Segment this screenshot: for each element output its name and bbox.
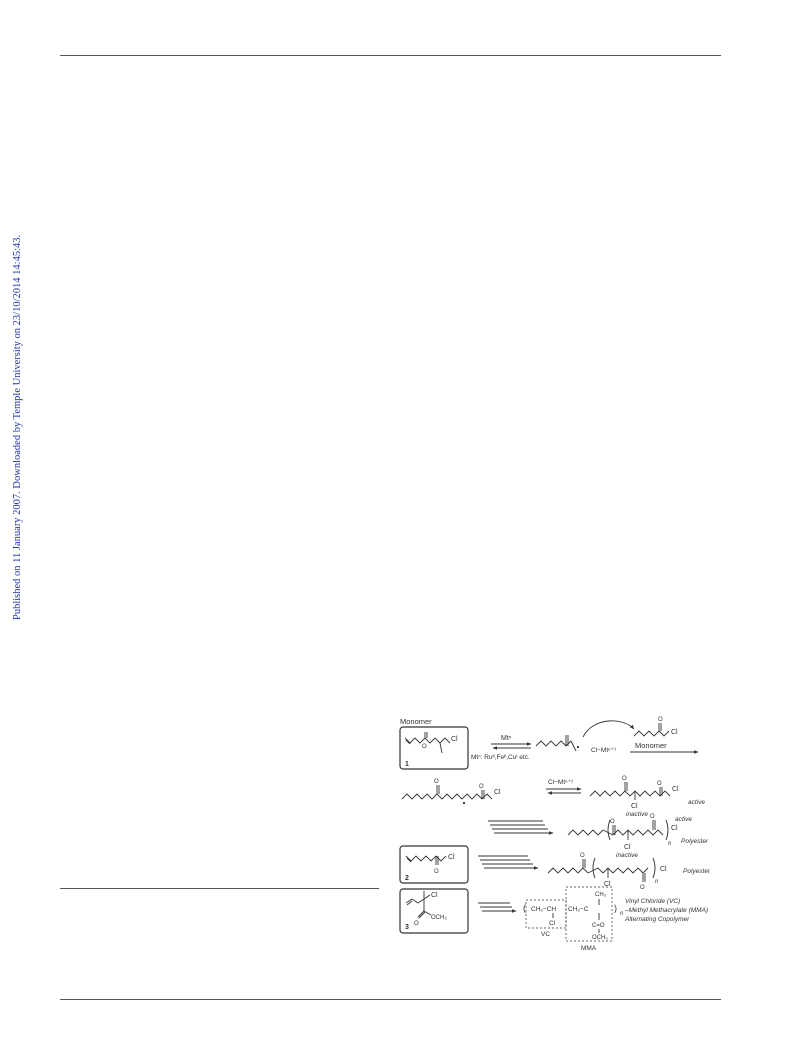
svg-text:O: O (479, 784, 484, 790)
copolymer-line-2: –Methyl Methacrylate (MMA) (625, 907, 709, 914)
svg-text:O: O (580, 853, 585, 859)
svg-text:Cl: Cl (671, 825, 678, 832)
svg-text:Cl: Cl (671, 729, 678, 736)
svg-text:Cl: Cl (549, 920, 556, 927)
svg-text:n: n (668, 841, 672, 847)
svg-text:O: O (422, 744, 427, 750)
polyester-chain-2 (548, 868, 588, 873)
vc-unit-box (526, 900, 566, 928)
svg-text:O: O (434, 869, 439, 875)
svg-text:O: O (434, 779, 439, 785)
svg-text:Cl: Cl (624, 844, 631, 851)
footer-rule (60, 999, 721, 1000)
compound-2-label: 2 (405, 875, 409, 882)
monomer-2-skeleton (406, 856, 446, 861)
monomer-3-skeleton (406, 899, 424, 903)
svg-text:Cl: Cl (660, 866, 667, 873)
copolymer-line-1: Vinyl Chloride (VC) (625, 898, 681, 905)
svg-text:Cl: Cl (448, 854, 455, 861)
halide-complex-2: Cl−Mtⁿ⁺¹ (548, 779, 574, 786)
polyester-label-2: Polyester (683, 868, 711, 875)
inactive-label-2: inactive (616, 852, 639, 859)
monomer-arrow-label: Monomer (635, 741, 667, 750)
compound-3-label: 3 (405, 924, 409, 931)
svg-text:OCH₃: OCH₃ (431, 915, 447, 921)
halide-complex-1: Cl−Mtⁿ⁺¹ (591, 747, 617, 754)
mma-label: MMA (581, 945, 597, 952)
vc-label: VC (541, 931, 551, 938)
compound-1-label: 1 (405, 761, 409, 768)
catalyst-list: Mtⁿ: Ruᴵᴵ,Feᴵᴵ,Cuᴵ etc. (471, 754, 530, 761)
svg-text:OCH₃: OCH₃ (592, 935, 608, 941)
svg-text:n: n (620, 911, 624, 917)
active-label-2: active (675, 816, 692, 823)
monomer-1-skeleton (405, 738, 450, 743)
svg-text:O: O (650, 814, 655, 820)
footnote-rule (60, 888, 379, 889)
polyester-label-1: Polyester (681, 838, 709, 845)
header-rule (60, 55, 721, 56)
vc-unit-formula: CH₂−CH (531, 906, 557, 913)
svg-text:CH₃: CH₃ (595, 892, 607, 898)
dormant-chain (590, 791, 670, 796)
svg-text:): ) (614, 903, 617, 913)
radical-adduct (402, 794, 492, 799)
monomer-1-box (400, 727, 468, 769)
addition-curved-arrow (583, 721, 634, 737)
svg-text:O: O (640, 885, 645, 891)
svg-text:O: O (658, 717, 663, 723)
catalyst-label: Mtⁿ (501, 735, 512, 742)
svg-text:Cl: Cl (494, 789, 501, 796)
monomer-box-label: Monomer (400, 717, 432, 726)
svg-text:O: O (610, 819, 615, 825)
copolymer-line-3: Alternating Copolymer (625, 916, 690, 923)
svg-text:O: O (622, 776, 627, 782)
svg-text:O: O (657, 781, 662, 787)
download-citation-text[interactable]: Published on 11 January 2007. Downloaded by Temple University on 23/10/2014 14:45:43. (12, 234, 23, 620)
reaction-scheme-svg (398, 715, 738, 960)
svg-text:C=O: C=O (592, 923, 605, 929)
svg-text:Cl: Cl (431, 892, 438, 899)
inactive-label-1: inactive (626, 811, 649, 818)
svg-text:n: n (655, 879, 659, 885)
svg-text:Cl: Cl (672, 786, 679, 793)
polymerization-arrows-2 (478, 856, 538, 868)
mma-unit-formula: CH₂−C (568, 906, 589, 913)
svg-text:(: ( (523, 903, 526, 913)
polymerization-arrows-3 (478, 903, 516, 911)
polyester-chain-1 (568, 830, 603, 835)
download-citation[interactable] (5, 227, 23, 620)
active-label-1: active (688, 799, 705, 806)
svg-text:O: O (414, 921, 419, 927)
propagation-arrows (488, 821, 553, 833)
svg-text:Cl: Cl (631, 803, 638, 810)
svg-text:Cl: Cl (451, 736, 458, 743)
monomer-2-box (400, 846, 468, 883)
reaction-scheme (398, 715, 738, 960)
monomer-adding (634, 731, 669, 736)
svg-text:Cl: Cl (604, 881, 611, 888)
